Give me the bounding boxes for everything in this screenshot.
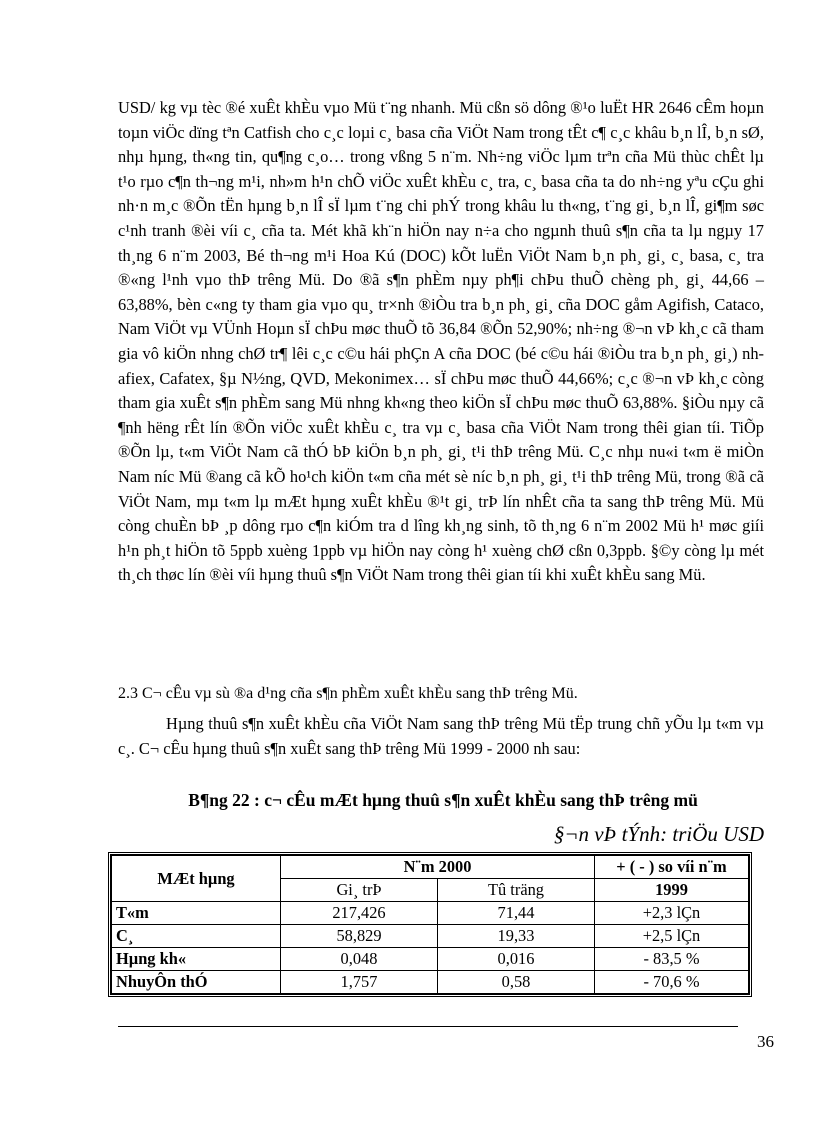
row-item: Hµng kh« [112, 948, 281, 971]
header-share: Tû träng [438, 879, 595, 902]
row-share: 0,016 [438, 948, 595, 971]
row-share: 0,58 [438, 971, 595, 994]
header-change-line1: + ( - ) so víi n¨m [595, 856, 749, 879]
row-change: - 70,6 % [595, 971, 749, 994]
body-paragraph-1: USD/ kg vµ tèc ®é xuÊt khÈu vµo Mü t¨ng nhanh. Mü cßn sö dông ®¹o luËt HR 2646 cÊm hoµn toµn viÖc dïng tªn Catfish cho c¸c loµi c¸ basa cña ViÖt Nam trong tÊt c¶ c¸c khâu b¸n lÎ, b¸n sØ, nhµ hµng, th«ng tin, qu¶ng c¸o… trong vßng 5 n¨m. Nh÷ng viÖc lµm trªn cña Mü thùc chÊt lµ t¹o rµo c¶n th¬ng m¹i, nh»m h¹n chÕ viÖc xuÊt khÈu c¸ tra, c¸ basa cña ta do nh÷ng yªu cÇu ghi nh·n m¸c ®Õn tËn hµng b¸n lÎ sÏ lµm t¨ng chi phÝ trong khâu lu th«ng, t¨ng gi¸ b¸n lÎ, gi¶m søc c¹nh tranh ®èi víi c¸ cña ta. Mét khã kh¨n hiÖn nay n÷a cho ngµnh thuû s¶n cña ta lµ ngµy 17 th¸ng 6 n¨m 2003, Bé th¬ng m¹i Hoa Kú (DOC) kÕt luËn ViÖt Nam b¸n ph¸ gi¸ c¸ basa, c¸ tra ®«ng l¹nh vµo thÞ trêng Mü. Do ®ã s¶n phÈm nµy ph¶i chÞu thuÕ chèng ph¸ gi¸ 44,66 – 63,88%, bèn c«ng ty tham gia vµo qu¸ tr×nh ®iÒu tra b¸n ph¸ gi¸ cña DOC gåm Agifish, Cataco, Nam ViÖt vµ VÜnh Hoµn sÏ chÞu møc thuÕ tõ 36,84 ®Õn 52,90%; nh÷ng ®¬n vÞ kh¸c cã tham gia vô kiÖn nhng chØ tr¶ lêi c¸c c©u hái phÇn A cña DOC (bé c©u hái ®iÒu tra b¸n ph¸ gi¸) nh afiex, Cafatex, §µ N½ng, QVD, Mekonimex… sÏ chÞu møc thuÕ 44,66%; c¸c ®¬n vÞ kh¸c còng tham gia xuÊt s¶n phÈm sang Mü nhng kh«ng theo kiÖn sÏ chÞu møc thuÕ 63,88%. §iÒu nµy cã ¶nh hëng rÊt lín ®Õn viÖc xuÊt khÈu c¸ tra vµ c¸ basa cña ViÖt Nam trong thêi gian tíi. TiÕp ®Õn lµ, t«m ViÖt Nam cã thÓ bÞ kiÖn b¸n ph¸ gi¸ t¹i thÞ trêng Mü. C¸c nhµ nu«i t«m ë miÒn Nam níc Mü ®ang cã kÕ ho¹ch kiÖn t«m cña mét sè níc b¸n ph¸ gi¸ t¹i thÞ trêng Mü, trong ®ã cã ViÖt Nam, mµ t«m lµ mÆt hµng xuÊt khÈu ®¹t gi¸ trÞ lín nhÊt cña ta sang thÞ trêng Mü. Mü còng chuÈn bÞ ¸p dông rµo c¶n kiÓm tra d lîng kh¸ng sinh, tõ th¸ng 6 n¨m 2002 Mü h¹ møc giíi h¹n ph¸t hiÖn tõ 5ppb xuèng 1ppb vµ hiÖn nay còng h¹ xuèng chØ cßn 0,3ppb. §©y còng lµ mét th¸ch thøc lín ®èi víi hµng thuû s¶n ViÖt Nam trong thêi gian tíi khi xuÊt khÈu sang Mü. [118, 98, 764, 585]
row-value: 0,048 [281, 948, 438, 971]
table-row [112, 971, 749, 994]
body-paragraph-2: Hµng thuû s¶n xuÊt khÈu cña ViÖt Nam sang thÞ trêng Mü tËp trung chñ yÕu lµ t«m vµ c¸. C¬ cÊu hµng thuû s¶n xuÊt sang thÞ trêng Mü 1999 - 2000 nh sau: [118, 714, 764, 758]
header-value: Gi¸ trÞ [281, 879, 438, 902]
header-item: MÆt hµng [112, 856, 281, 902]
row-share: 71,44 [438, 902, 595, 925]
table-caption: B¶ng 22 : c¬ cÊu mÆt hµng thuû s¶n xuÊt khÈu sang thÞ trêng mü [188, 790, 698, 810]
export-structure-table [108, 852, 752, 997]
row-share: 19,33 [438, 925, 595, 948]
table-grid [111, 855, 749, 994]
table-row [112, 925, 749, 948]
table-header-row [112, 856, 749, 879]
table-row [112, 902, 749, 925]
row-value: 217,426 [281, 902, 438, 925]
section-heading: 2.3 C¬ cÊu vµ sù ®a d¹ng cña s¶n phÈm xuÊt khÈu sang thÞ trêng Mü. [118, 685, 578, 702]
row-value: 58,829 [281, 925, 438, 948]
header-change-line2: 1999 [595, 879, 749, 902]
row-change: +2,5 lÇn [595, 925, 749, 948]
row-item: T«m [112, 902, 281, 925]
row-value: 1,757 [281, 971, 438, 994]
table-row [112, 948, 749, 971]
page-number: 36 [757, 1032, 774, 1051]
header-year: N¨m 2000 [281, 856, 595, 879]
row-change: - 83,5 % [595, 948, 749, 971]
row-item: C¸ [112, 925, 281, 948]
row-change: +2,3 lÇn [595, 902, 749, 925]
row-item: NhuyÔn thÓ [112, 971, 281, 994]
table-unit-note: §¬n vÞ tÝnh: triÖu USD [553, 822, 764, 846]
footer-divider [118, 1026, 738, 1027]
